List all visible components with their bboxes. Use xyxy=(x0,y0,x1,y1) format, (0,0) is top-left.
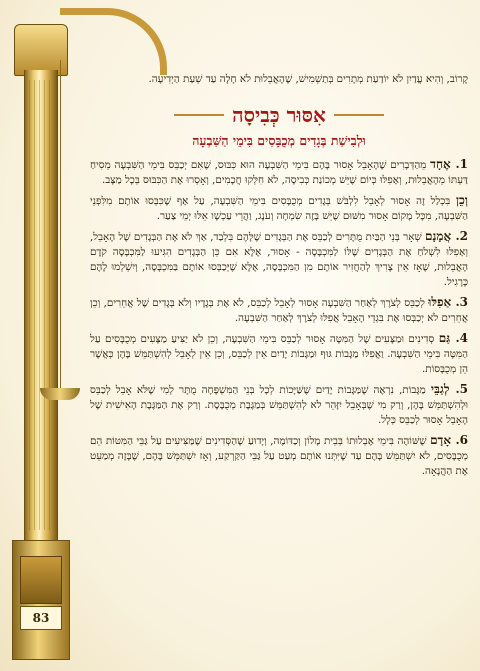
page-number: 83 xyxy=(20,606,62,630)
column-flutes xyxy=(29,80,51,530)
paragraph-lead: 3. אַפִלּוּ xyxy=(428,295,469,309)
paragraph-lead: 2. אֲמָנָם xyxy=(425,229,468,243)
decorative-column xyxy=(0,0,80,671)
paragraph xyxy=(90,382,468,428)
lamp-icon xyxy=(40,388,80,400)
paragraph-text: סְדִינִים וּמַצָּעִים שֶׁל הַמִּטָּה אָסוּר לְכַבֵּס בִּימֵי הַשִּׁבְעָה, וְכֵן לֹא יַצִּיעַ מַצָּעִים מְכֻבָּסִים עַל הַמִּטָּה בִּימֵי הַשִּׁבְעָה. וַאֲפִלּוּ מַגָּבוֹת גּוּף וּמַגָּבוֹת יָדַיִם אֵין לְכַבֵּס, וְכֵן אֵין לְאָבֵל לְהִשְׁתַּמֵּשׁ בָּהֶן כְּאֲשֶׁר הֵן מְכֻבָּסוֹת. xyxy=(90,333,468,375)
paragraph-text: לְכַבֵּס לְצֹרֶךְ לְאַחַר הַשִּׁבְעָה אָסוּר לְאָבֵל לְכַבֵּס, לֹא אֶת בְּגָדָיו וְלֹא בְּגָדִים שֶׁל אֲחֵרִים, וְכֵן אֲחֵרִים לֹא יְכַבְּסוּ אֶת בִּגְדֵי הָאָבֵל אֲפִלּוּ לְצֹרֶךְ לְאַחַר הַשִּׁבְעָה. xyxy=(90,297,468,324)
paragraph-lead: וְכֵן xyxy=(456,193,468,207)
paragraph-lead: 4. גַּם xyxy=(438,331,468,345)
paragraph-text: מַגָּבוֹת, נִרְאֶה שֶׁמַּגָּבוֹת יָדַיִם שֶׁשַּׁיָּכוֹת לְכָל בְּנֵי הַמִּשְׁפָּחָה מֻתָּר לְמִי שֶׁלֹּא אָבֵל לְכַבֵּס וּלְהִשְׁתַּמֵּשׁ בָּהֶן, וְרַק מִי שֶׁבְּאָבֵל יִזָּהֵר לֹא לְהִשְׁתַּמֵּשׁ בְּמַגֶּבֶת מְכֻבֶּסֶת. וְרַק אֶת הַמַּגֶּבֶת הָאִישִׁית שֶׁל הָאָבֵל אָסוּר לְכַבֵּס כְּלָל. xyxy=(90,384,468,426)
paragraph xyxy=(90,433,468,479)
paragraph-lead: 5. לְגַבֵּי xyxy=(430,382,468,396)
section-title: אִסּוּר כְּבִיסָה xyxy=(232,102,326,127)
lamp-chain xyxy=(60,60,61,390)
paragraph xyxy=(90,193,468,224)
paragraph-text: מֵהַדְּבָרִים שֶׁהָאָבֵל אָסוּר בָּהֶם בִּימֵי הַשִּׁבְעָה הוּא כִּבּוּס, שֶׁאִם יְכַבֵּס בִּימֵי הַשִּׁבְעָה מֵסִיחַ דַּעְתּוֹ מֵהָאֲבֵלוּת, וְאַפִלּוּ כְּיוֹם שֶׁיֵּשׁ מְכוֹנַת כְּבִיסָה, לֹא חִלְּקוּ חֲכָמִים, וְאָסְרוּ אֶת הַכִּבּוּס בְּכָל מַצָּב. xyxy=(90,159,468,186)
paragraph-lead: 1. אֶחָד xyxy=(430,157,468,171)
paragraph xyxy=(90,157,468,188)
paragraph-text: שְׁאָר בְּנֵי הַבַּיִת מֻתָּרִים לְכַבֵּס אֶת הַבְּגָדִים שֶׁלָּהֶם בִּלְבַד, אַךְ לֹא אֶת הַבְּגָדִים שֶׁל הָאָבֵל, וְאַפִלּוּ לִשְׁלֹחַ אֶת הַבְּגָדִים שֶׁלּוֹ לַמִּכְבָּסָה - אָסוּר, אֶלָּא אִם כֵּן הַבְּגָדִים הִגִּיעוּ לַמִּכְבָּסָה קֹדֶם הָאֲבֵלוּת, שֶׁאָז אֵין צָרִיךְ לְהַחֲזִיר אוֹתָם מִן הַמִּכְבָּסָה, אֶלָּא שֶׁיְּכַבְּסוּ אוֹתָם בַּמִּכְבָּסָה, וְיִשְׁלְמוּ לָהֶם כָּרָגִיל. xyxy=(90,231,468,288)
paragraph xyxy=(90,295,468,326)
section-heading-frame xyxy=(174,101,384,129)
ornamental-panel xyxy=(20,556,62,604)
intro-paragraph: קָרוֹב, וְהִיא עֲדַיִן לֹא יוֹדַעַת מְתָרִים בְּתַשְׁמִישׁ, שֶׁהָאֲבֵלוּת לֹא חָלָה עַד שְׁעַת הַיְדִיעָה. xyxy=(148,73,468,85)
paragraph xyxy=(90,331,468,377)
paragraph-lead: 6. אָדָם xyxy=(430,433,468,447)
section-subtitle: וּלְבִישַׁת בְּגָדִים מְכֻבָּסִים בִּימֵי הַשִּׁבְעָה xyxy=(192,133,366,148)
paragraph xyxy=(90,229,468,290)
main-text xyxy=(90,72,468,484)
paragraph-text: בִּכְלַל זֶה אָסוּר לְאָבֵל לִלְבֹּשׁ בְּגָדִים מְכֻבָּסִים בִּימֵי הַשִּׁבְעָה, עַל אַף שֶׁכִּבְּסוּ אוֹתָם מִלִּפְנֵי הַשִּׁבְעָה, מִכָּל מָקוֹם אָסוּר מִשּׁוּם שֶׁיֵּשׁ בָּזֶה שִׂמְחָה וְעֹנֶג, וַהֲרֵי עַכְשָׁו אֵלּוּ יְמֵי צַעַר. xyxy=(90,195,468,222)
paragraph-text: שֶׁשּׁוֹהֶה בִּימֵי אֶבְלוּתוֹ בְּבֵית מָלוֹן וְכַדּוֹמֶה, וְיָדוּעַ שֶׁהַסְּדִינִים שֶׁמַּצִּיעִים עַל גַּבֵּי הַמִּטּוֹת הֵם מְכֻבָּסִים, לֹא יִשְׁתַּמֵּשׁ בָּהֶם עַד שֶׁיִּתְּנוּ אוֹתָם מְעַט עַל גַּבֵּי הַקַּרְקַע, וְאָז יִשְׁתַּמֵּשׁ בָּהֶם, שֶׁבָּזֶה מְמַעֵט אֶת הַהֲנָאָה. xyxy=(90,435,468,477)
